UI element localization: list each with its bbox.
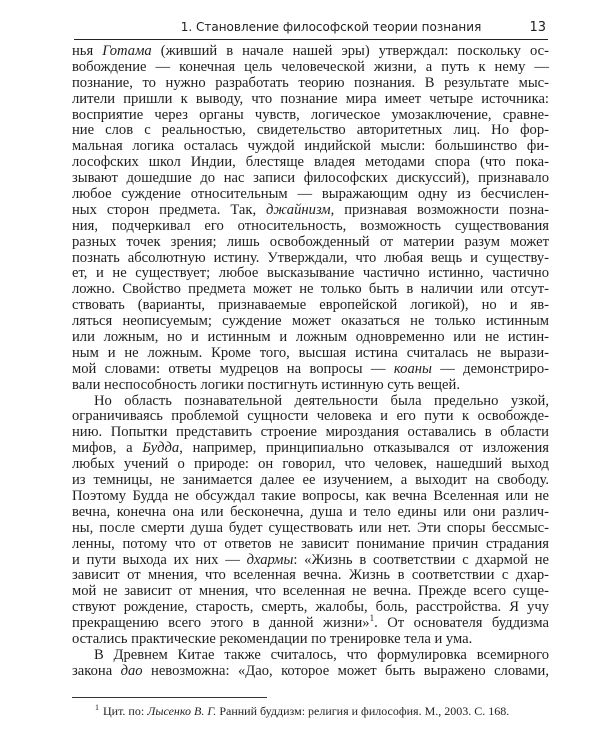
text-line: [72, 457, 549, 473]
text-segment: (живший в начале нашей эры) утверждал: поскольку ос-: [151, 43, 550, 59]
text-segment: мой словами: ответы мудрецов на вопросы —: [72, 360, 394, 377]
text-segment: мифов, а: [72, 440, 143, 457]
text-segment: зывают дошедшие до нас записи философских дискуссий), признавало: [72, 170, 549, 187]
footnote-prefix: Цит. по:: [103, 704, 148, 718]
text-line: [72, 537, 549, 553]
text-segment: ствуют рождение, старость, смерть, жалобы, боль, расстройства. Я учу: [72, 599, 549, 616]
text-line: [72, 613, 550, 632]
text-segment: , например, принципиально отказывался от изложения: [179, 440, 549, 457]
text-line: [72, 409, 549, 425]
text-line: [72, 600, 549, 616]
text-line: [72, 76, 549, 92]
text-segment: и пути выхода их них —: [72, 551, 247, 568]
text-line: [72, 123, 549, 139]
text-segment: вечна, конечна она или бесконечна, душа и тело едины или они различ-: [72, 503, 549, 520]
text-segment: нья: [72, 43, 103, 59]
text-line: [72, 298, 549, 314]
text-segment: или ложным, но и истинным и ложным одновременно или не истин-: [72, 329, 549, 346]
italic-term: Готама: [102, 43, 152, 59]
text-segment: Поэтому Будда не обсуждал такие вопросы, как вечна Вселенная или не: [72, 487, 549, 504]
text-segment: ет, и не существует; любое высказывание частично истинно, частично: [72, 265, 549, 282]
text-segment: : «Жизнь в соответствии с дхармой не: [293, 551, 549, 568]
text-segment: лители пришли к выводу, что познание мира имеет четыре источника:: [72, 90, 549, 107]
text-line: [72, 553, 549, 569]
footnote-text: Ранний буддизм: религия и философия. М., 2003. С. 168.: [216, 704, 510, 718]
text-segment: мальная логика осталась чуждой индийской мысли: большинство фи-: [72, 138, 549, 155]
text-segment: лософских школ Индии, блестяще владея методами спора (что пока-: [72, 154, 549, 171]
text-line: [72, 314, 549, 330]
chapter-title: 1. Становление философской теории познания: [180, 20, 482, 34]
text-segment: восприятие через органы чувств, логическое умозаключение, сравне-: [72, 106, 549, 123]
text-segment: остались практические рекомендации по тренировке тела и ума.: [72, 630, 473, 647]
text-line: [72, 155, 549, 171]
text-line: [72, 60, 549, 76]
text-line: [72, 441, 549, 457]
text-line: [72, 171, 549, 187]
text-segment: ны, после смерти душа будет существовать или нет. Эти споры бессмыс-: [72, 519, 549, 536]
text-segment: ние слов с реальностью, свидетельство авторитетных лиц. Но фор-: [72, 122, 549, 139]
text-line: [72, 139, 549, 155]
text-segment: любое суждение относительным — выражающим одну из бесчислен-: [72, 186, 549, 203]
text-line: [72, 648, 549, 664]
text-line: [72, 219, 549, 235]
text-segment: любых учений о природе: он говорил, что человек, нашедший выход: [72, 456, 549, 473]
text-segment: ограничиваясь проблемой сущности человека и его пути к освобожде-: [72, 408, 549, 425]
text-segment: — демонстриро-: [431, 360, 549, 377]
text-line: [72, 505, 549, 521]
text-segment: . От основателя буддизма: [374, 615, 550, 632]
text-line: [72, 203, 549, 219]
text-line: [72, 44, 549, 60]
text-segment: , признавая возможности позна-: [330, 201, 549, 218]
italic-term: дао: [120, 662, 143, 679]
text-segment: закона: [72, 662, 121, 679]
footnote-rule: [72, 697, 267, 698]
text-line: [72, 235, 549, 251]
text-line: [72, 489, 549, 505]
text-line: [72, 584, 549, 600]
italic-term: джайнизм: [266, 201, 331, 218]
text-line: [72, 394, 549, 410]
text-segment: познать абсолютную истину. Утверждали, что любая вещь и существу-: [72, 249, 549, 266]
text-line: [72, 266, 549, 282]
italic-term: коаны: [393, 360, 432, 377]
text-line: [72, 521, 549, 537]
text-segment: ных сторон предмета. Так,: [72, 201, 267, 218]
text-segment: ложно. Свойство предмета может не только быть в наличии или отсут-: [72, 281, 549, 298]
footnote-author: Лысенко В. Г.: [147, 704, 217, 718]
footnote: [95, 704, 509, 719]
text-line: [72, 251, 549, 267]
text-segment: мой не зависит от мнения, что вселенная не вечна. Прежде всего суще-: [72, 583, 549, 600]
text-line: [72, 473, 549, 489]
text-segment: ния, подчеркивал его относительность, возможность существования: [72, 217, 549, 234]
text-segment: познание, то нужно разработать теорию познания. В результате мыс-: [72, 74, 549, 91]
text-line: [72, 346, 549, 362]
text-line: [72, 664, 549, 680]
text-line: [72, 187, 549, 203]
running-header: [74, 18, 548, 38]
text-line: [72, 108, 549, 124]
text-line: [72, 632, 549, 648]
text-line: [72, 330, 549, 346]
text-segment: прекращению всего этого в данной жизни»: [72, 615, 370, 632]
text-line: [72, 92, 549, 108]
footnote-marker: 1: [95, 703, 99, 712]
text-segment: Но область познавательной деятельности была предельно узкой,: [94, 392, 549, 409]
text-line: [72, 378, 549, 394]
text-segment: ным и не ложным. Кроме того, высшая истина считалась не вырази-: [72, 344, 549, 361]
body-text: [72, 44, 549, 680]
text-line: [72, 362, 549, 378]
text-segment: невозможна: «Дао, которое может быть выражено словами,: [142, 662, 549, 679]
text-segment: вобождение — конечная цель человеческой жизни, а путь к нему —: [72, 58, 549, 75]
text-segment: ствовать (варианты, признаваемые европейской логикой), но и яв-: [72, 297, 549, 314]
page-number: 13: [529, 20, 546, 35]
text-line: [72, 568, 549, 584]
text-segment: разных точек зрения; лишь освобожденный от материи разум может: [72, 233, 549, 250]
text-segment: из темницы, не занимается далее ее изучением, а выходит на свободу.: [72, 472, 549, 489]
italic-term: Будда: [142, 440, 180, 457]
text-segment: нию. Попытки представить строение мироздания оставались в области: [72, 424, 549, 441]
text-segment: В Древнем Китае также считалось, что формулировка всемирного: [94, 646, 549, 663]
text-segment: ляться неописуемым; суждение может оказаться не только истинным: [72, 313, 549, 330]
italic-term: дхармы: [246, 551, 294, 568]
header-rule: [74, 39, 548, 40]
text-segment: вали неспособность логики постигнуть истинную суть вещей.: [72, 376, 460, 393]
text-segment: зависит от мнения, что вселенная вечна. Жизнь в соответствии с дхар-: [72, 567, 549, 584]
text-line: [72, 425, 549, 441]
text-line: [72, 282, 549, 298]
footnote-ref: 1: [369, 613, 375, 624]
text-segment: ленны, потому что от ответов не зависит понимание причин страдания: [72, 535, 549, 552]
